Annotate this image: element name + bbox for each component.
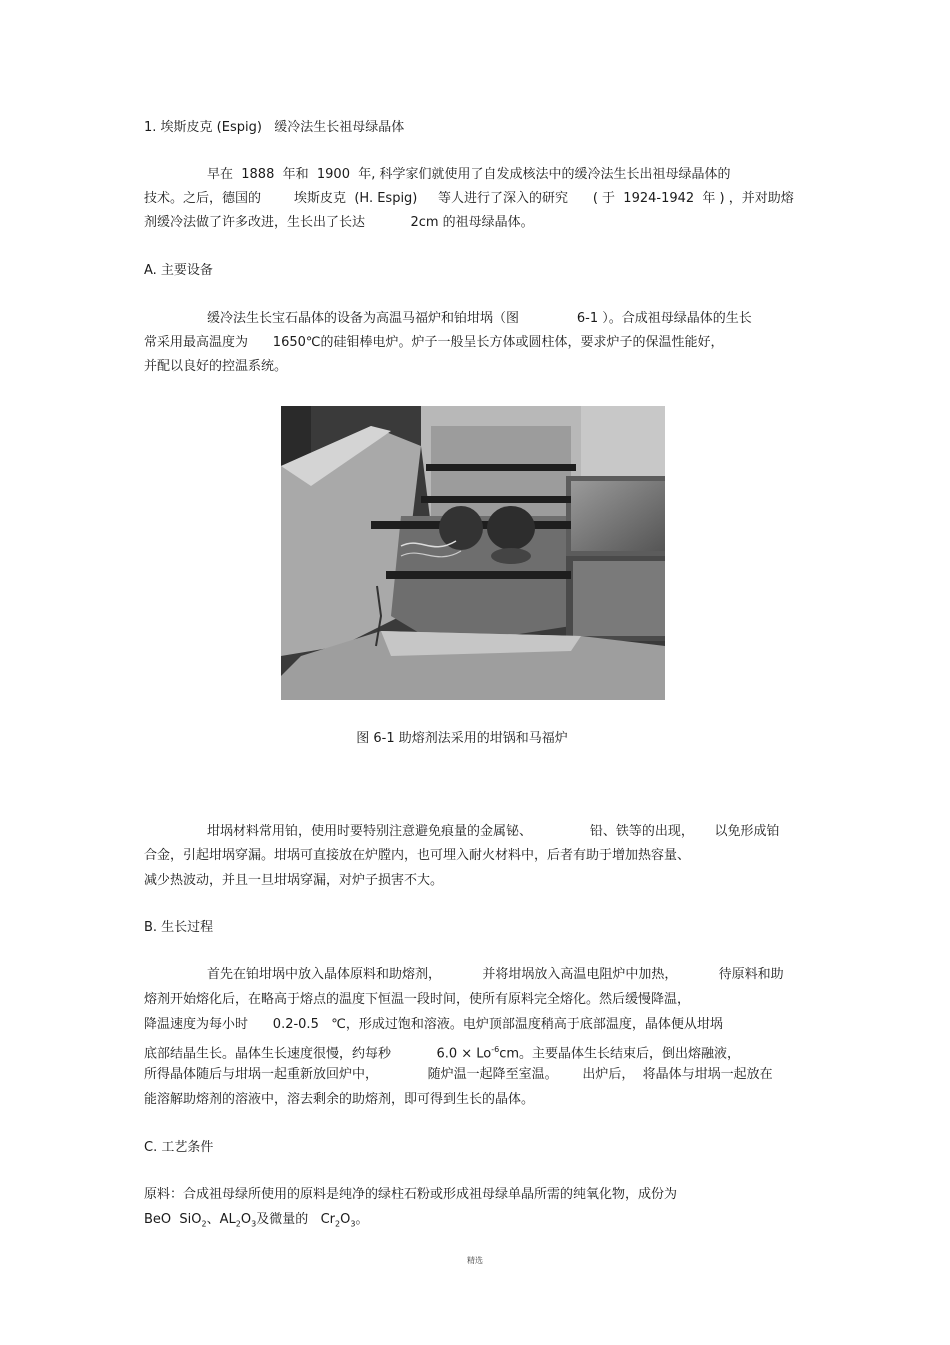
section-c-line-1: 原料：合成祖母绿所使用的原料是纯净的绿柱石粉或形成祖母绿单晶所需的纯氧化物，成份为	[144, 1187, 678, 1202]
section-a-line-2: 常采用最高温度为 1650℃的硅钼棒电炉。炉子一般呈长方体或圆柱体，要求炉子的保温性能好，	[144, 335, 724, 350]
section-b-line-4-tail: cm。主要晶体生长结束后，倒出熔融液，	[499, 1046, 741, 1062]
section-a-line-1: 缓冷法生长宝石晶体的设备为高温马福炉和铂坩埚（图 6-1 ）。合成祖母绿晶体的生长	[207, 311, 752, 326]
chem-sub: 2	[235, 1219, 241, 1229]
crucible-line-1: 坩埚材料常用铂，使用时要特别注意避免痕量的金属铋、 铅、铁等的出现， 以免形成铂	[207, 824, 780, 839]
section-b-line-4	[144, 1041, 740, 1063]
section-a-title: A. 主要设备	[144, 263, 213, 278]
chem-sub: 2	[201, 1219, 207, 1229]
section-1-title: 1. 埃斯皮克 (Espig) 缓冷法生长祖母绿晶体	[144, 120, 405, 135]
chem-sio: SiO	[179, 1212, 202, 1227]
section-1-line-1: 早在 1888 年和 1900 年, 科学家们就使用了自发成核法中的缓冷法生长出祖母绿晶体的	[207, 167, 731, 182]
chem-beo: BeO	[144, 1212, 172, 1227]
section-c-chem-line	[144, 1211, 368, 1234]
exponent: -6	[491, 1045, 500, 1054]
section-b-line-3: 降温速度为每小时 0.2-0.5 ℃，形成过饱和溶液。电炉顶部温度稍高于底部温度，晶体便从坩埚	[144, 1017, 723, 1032]
section-b-line-5: 所得晶体随后与坩埚一起重新放回炉中， 随炉温一起降至室温。 出炉后， 将晶体与坩埚一起放在	[144, 1067, 773, 1082]
chem-o: O	[340, 1212, 351, 1227]
section-b-line-4-text: 底部结晶生长。晶体生长速度很慢，约每秒 6.0 × Lo	[144, 1046, 492, 1062]
section-b-line-2: 熔剂开始熔化后，在略高于熔点的温度下恒温一段时间，使所有原料完全熔化。然后缓慢降温，	[144, 992, 691, 1007]
chem-al: 、AL	[206, 1212, 236, 1227]
section-1-line-2: 技术。之后，德国的 埃斯皮克 (H. Espig) 等人进行了深入的研究 ( 于 1924-1942 年 ) ，并对助熔	[144, 191, 794, 206]
chem-cr: Cr	[320, 1212, 336, 1227]
crucible-line-2: 合金，引起坩埚穿漏。坩埚可直接放在炉膛内，也可埋入耐火材料中，后者有助于增加热容量、	[144, 848, 691, 863]
section-a-line-3: 并配以良好的控温系统。	[144, 359, 288, 374]
chem-sub: 3	[251, 1219, 257, 1229]
section-b-line-6: 能溶解助熔剂的溶液中，溶去剩余的助熔剂，即可得到生长的晶体。	[144, 1092, 535, 1107]
figure-caption: 图 6-1 助熔剂法采用的坩锅和马福炉	[356, 731, 568, 746]
chem-sub: 2	[335, 1219, 341, 1229]
chem-sub: 3	[350, 1219, 356, 1229]
section-b-line-1: 首先在铂坩埚中放入晶体原料和助熔剂， 并将坩埚放入高温电阻炉中加热， 待原料和助	[207, 967, 784, 982]
section-c-title: C. 工艺条件	[144, 1140, 214, 1155]
chem-o: O	[240, 1212, 252, 1227]
page-footer: 精选	[467, 1256, 483, 1265]
chem-text: 及微量的	[256, 1212, 309, 1227]
furnace-photo	[281, 406, 665, 700]
crucible-line-3: 减少热波动，并且一旦坩埚穿漏，对炉子损害不大。	[144, 873, 444, 888]
section-b-title: B. 生长过程	[144, 920, 214, 935]
section-1-line-3: 剂缓冷法做了许多改进，生长出了长达 2cm 的祖母绿晶体。	[144, 215, 534, 230]
chem-end: 。	[355, 1212, 369, 1227]
